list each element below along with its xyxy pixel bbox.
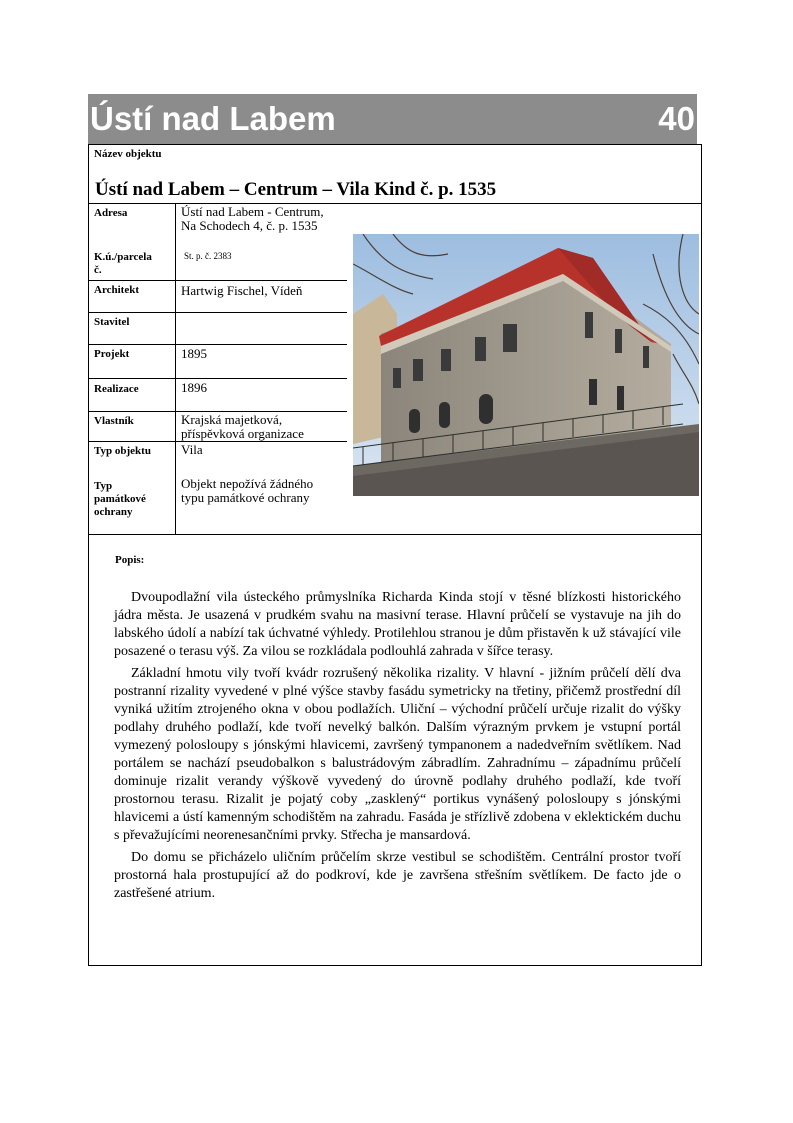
value-vlastnik bbox=[181, 413, 304, 441]
value-vlastnik-line: Krajská majetková, bbox=[181, 412, 283, 427]
label-typ-objektu: Typ objektu bbox=[94, 445, 151, 457]
value-adresa-line: Na Schodech 4, č. p. 1535 bbox=[181, 218, 318, 233]
label-parcela-line: K.ú./parcela bbox=[94, 251, 152, 263]
label-parcela-line: č. bbox=[94, 264, 102, 276]
object-name-label: Název objektu bbox=[94, 148, 162, 160]
value-adresa-line: Ústí nad Labem - Centrum, bbox=[181, 204, 324, 219]
popis-label: Popis: bbox=[115, 554, 145, 566]
label-ochrana-line: Typ bbox=[94, 480, 113, 492]
divider bbox=[89, 534, 701, 535]
label-stavitel: Stavitel bbox=[94, 316, 130, 328]
label-ochrana-line: ochrany bbox=[94, 506, 133, 518]
divider bbox=[89, 280, 347, 281]
divider bbox=[175, 203, 176, 535]
villa-photo bbox=[353, 234, 699, 496]
value-ochrana-line: typu památkové ochrany bbox=[181, 490, 310, 505]
label-adresa: Adresa bbox=[94, 207, 128, 219]
header-city: Ústí nad Labem bbox=[90, 100, 336, 137]
label-parcela bbox=[94, 251, 152, 277]
value-typ-objektu: Vila bbox=[181, 442, 203, 457]
label-architekt: Architekt bbox=[94, 284, 140, 296]
label-ochrana-line: památkové bbox=[94, 493, 146, 505]
value-ochrana bbox=[181, 477, 313, 505]
value-architekt: Hartwig Fischel, Vídeň bbox=[181, 283, 303, 298]
label-vlastnik: Vlastník bbox=[94, 415, 134, 427]
value-parcela: St. p. č. 2383 bbox=[184, 251, 232, 261]
description bbox=[114, 589, 681, 907]
value-realizace: 1896 bbox=[181, 380, 207, 395]
value-ochrana-line: Objekt nepožívá žádného bbox=[181, 476, 314, 491]
divider bbox=[89, 312, 347, 313]
description-paragraph: Do domu se přicházelo uličním průčelím skrze vestibul se schodištěm. Centrální prostor tvoří prostorná hala prostupující až do podkroví, kde je završena střešním světlíkem. De facto jde o zastřešené atrium. bbox=[114, 850, 681, 901]
object-sheet bbox=[88, 144, 702, 966]
description-paragraph: Základní hmotu vily tvoří kvádr rozrušený několika rizality. V hlavní - jižním průčelí dělí dva postranní rizality vyvedené v plné výšce stavby fasádu symetricky na třetiny, přičemž prostřední díl vyniká užitím ztrojeného okna v obou podlažích. Uliční – východní průčelí určuje rizalit do výšky podlahy druhého podlaží, kde tvoří nevelký balkón. Dalším výrazným prvkem je vstupní portál vymezený polosloupy s jónskými hlavicemi, završený tympanonem a nadedveřním světlíkem. Nad portálem se nachází pseudobalkon s balustrádovým zábradlím. Zahradnímu – západnímu průčelí dominuje rizalit verandy výškově vyvedený do úrovně podlahy druhého podlaží, kde tvoří prostornou terasu. Rizalit je pojatý coby „zasklený“ portikus vynášený polosloupy s jónskými hlavicemi a ústí kamenným schodištěm na zahradu. Fasáda je střízlivě zdobena v eklektickém duchu s převažujícími neorenesančními prvky. Střecha je mansardová. bbox=[114, 666, 681, 843]
value-adresa bbox=[181, 205, 324, 233]
object-title: Ústí nad Labem – Centrum – Vila Kind č. p. 1535 bbox=[95, 179, 497, 200]
label-ochrana bbox=[94, 480, 146, 519]
value-projekt: 1895 bbox=[181, 346, 207, 361]
divider bbox=[89, 378, 347, 379]
value-vlastnik-line: příspěvková organizace bbox=[181, 426, 304, 441]
label-realizace: Realizace bbox=[94, 383, 139, 395]
divider bbox=[89, 344, 347, 345]
label-projekt: Projekt bbox=[94, 348, 130, 360]
divider bbox=[89, 441, 347, 442]
description-paragraph: Dvoupodlažní vila ústeckého průmyslníka Richarda Kinda stojí v těsné blízkosti historického jádra města. Je usazená v prudkém svahu na masivní terase. Hlavní průčelí se vystavuje na jih do labského údolí a nabízí tak úchvatné výhledy. Protilehlou stranou je dům přistavěn k už stávající vile posazené o terasu výš. Za vilou se rozkládala podlouhlá zahrada v šířce terasy. bbox=[114, 590, 681, 659]
page-header bbox=[88, 94, 697, 144]
header-number: 40 bbox=[658, 100, 695, 137]
